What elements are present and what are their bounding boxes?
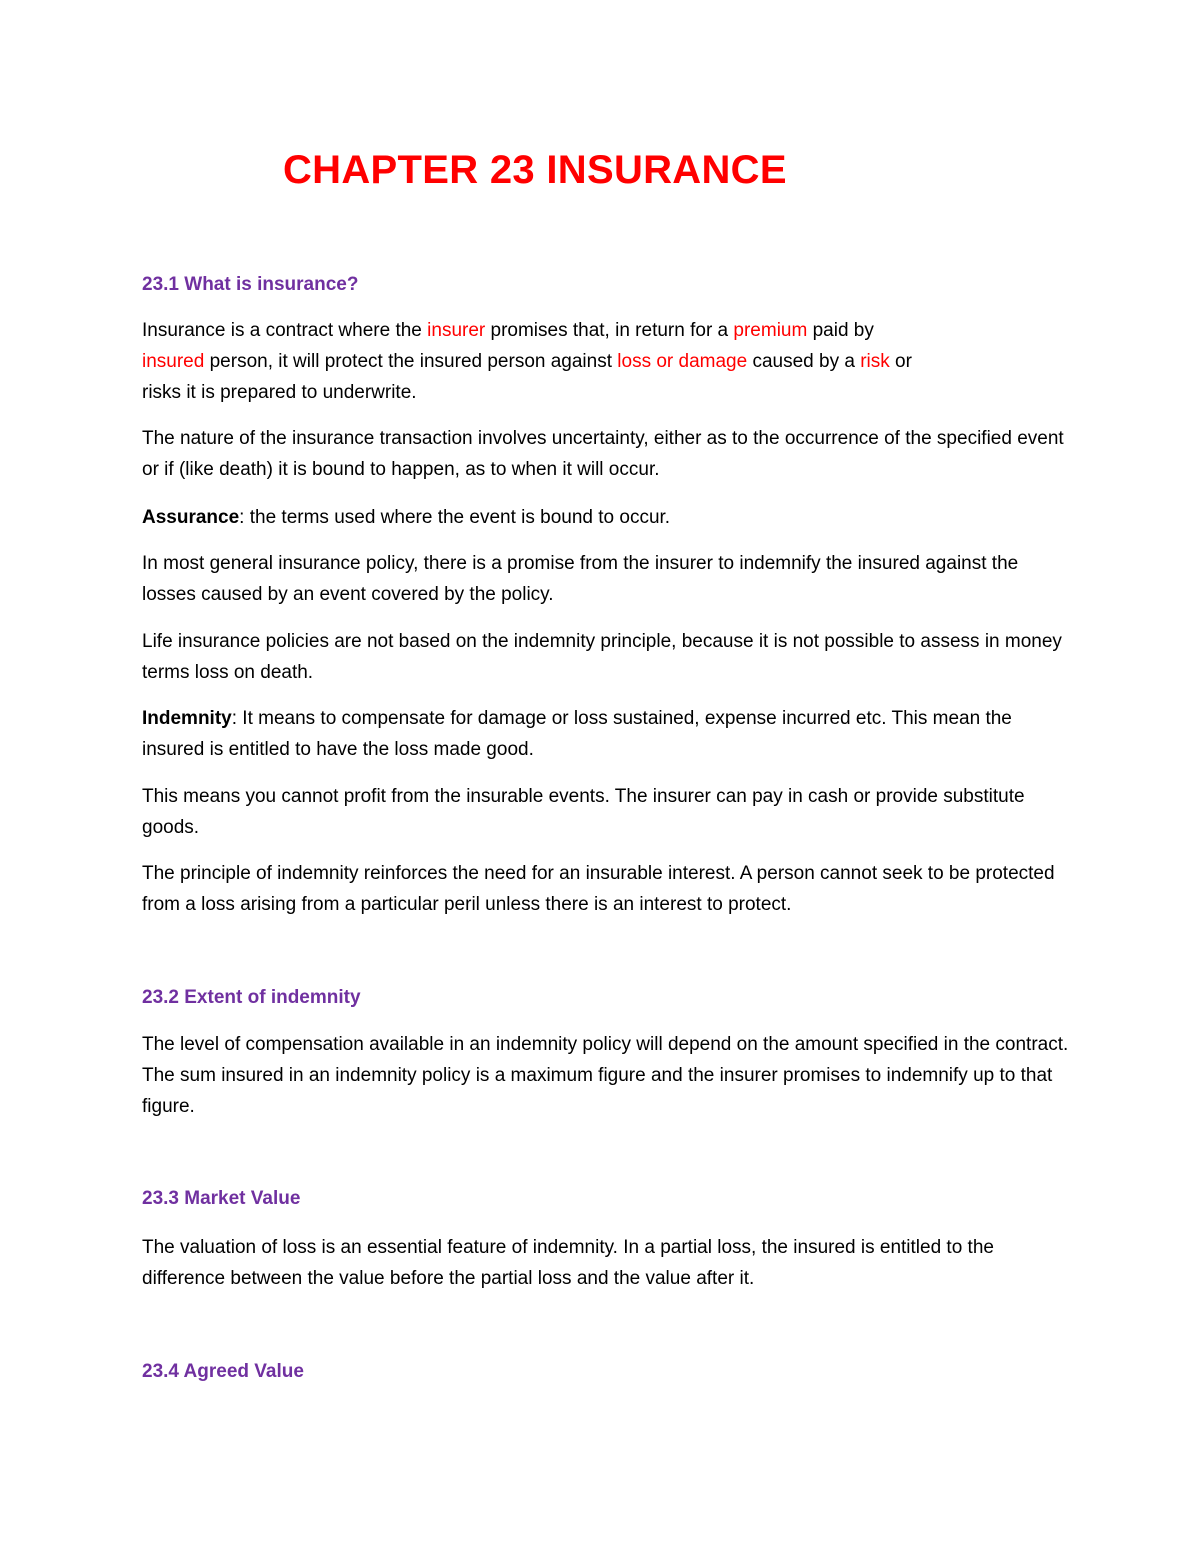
term-indemnity: Indemnity — [142, 708, 232, 729]
paragraph-text: : It means to compensate for damage or loss sustained, expense incurred etc. This mean the insured is entitled to have the loss made good. — [142, 708, 1012, 760]
text-run: promises that, in return for a — [485, 320, 734, 341]
paragraph-life-insurance — [142, 626, 1072, 688]
paragraph-general-insurance — [142, 548, 1072, 610]
highlight-insurer: insurer — [427, 320, 486, 341]
highlight-premium: premium — [733, 320, 808, 341]
text-run: risks it is prepared to underwrite. — [142, 382, 417, 403]
paragraph-text: In most general insurance policy, there is a promise from the insurer to indemnify the insured against the losses caused by an event covered by the policy. — [142, 553, 1019, 605]
text-run: person, it will protect the insured person against — [204, 351, 618, 372]
paragraph-indemnity — [142, 703, 1072, 765]
chapter-title: CHAPTER 23 INSURANCE — [283, 148, 787, 192]
term-assurance: Assurance — [142, 507, 240, 528]
paragraph-text: This means you cannot profit from the insurable events. The insurer can pay in cash or provide substitute goods. — [142, 786, 1025, 838]
paragraph-nature-of-insurance — [142, 423, 1072, 485]
paragraph-text: The level of compensation available in an indemnity policy will depend on the amount specified in the contract. The sum insured in an indemnity policy is a maximum figure and the insurer promises to indemnify up to that figure. — [142, 1034, 1069, 1117]
paragraph-insurance-definition — [142, 315, 1072, 408]
section-heading-23-4: 23.4 Agreed Value — [142, 1361, 304, 1382]
paragraph-market-value — [142, 1232, 1072, 1294]
paragraph-text: : the terms used where the event is bound to occur. — [239, 507, 671, 528]
paragraph-text: The principle of indemnity reinforces the need for an insurable interest. A person cannot seek to be protected from a loss arising from a particular peril unless there is an interest to protect. — [142, 863, 1055, 915]
paragraph-no-profit — [142, 781, 1072, 843]
text-run: Insurance is a contract where the — [142, 320, 428, 341]
text-run: or — [889, 351, 912, 372]
section-heading-23-2: 23.2 Extent of indemnity — [142, 987, 361, 1008]
paragraph-extent-of-indemnity — [142, 1029, 1072, 1122]
highlight-insured: insured — [142, 351, 205, 372]
text-run: caused by a — [747, 351, 861, 372]
paragraph-text: The valuation of loss is an essential feature of indemnity. In a partial loss, the insured is entitled to the difference between the value before the partial loss and the value after it. — [142, 1237, 994, 1289]
text-run: paid by — [807, 320, 874, 341]
paragraph-text: The nature of the insurance transaction involves uncertainty, either as to the occurrence of the specified event or if (like death) it is bound to happen, as to when it will occur. — [142, 428, 1064, 480]
paragraph-principle-of-indemnity — [142, 858, 1072, 920]
paragraph-text: Life insurance policies are not based on the indemnity principle, because it is not possible to assess in money terms loss on death. — [142, 631, 1062, 683]
paragraph-assurance — [142, 502, 1072, 533]
section-heading-23-1: 23.1 What is insurance? — [142, 274, 359, 295]
section-heading-23-3: 23.3 Market Value — [142, 1188, 301, 1209]
highlight-risk: risk — [860, 351, 890, 372]
highlight-loss-or-damage: loss or damage — [617, 351, 748, 372]
